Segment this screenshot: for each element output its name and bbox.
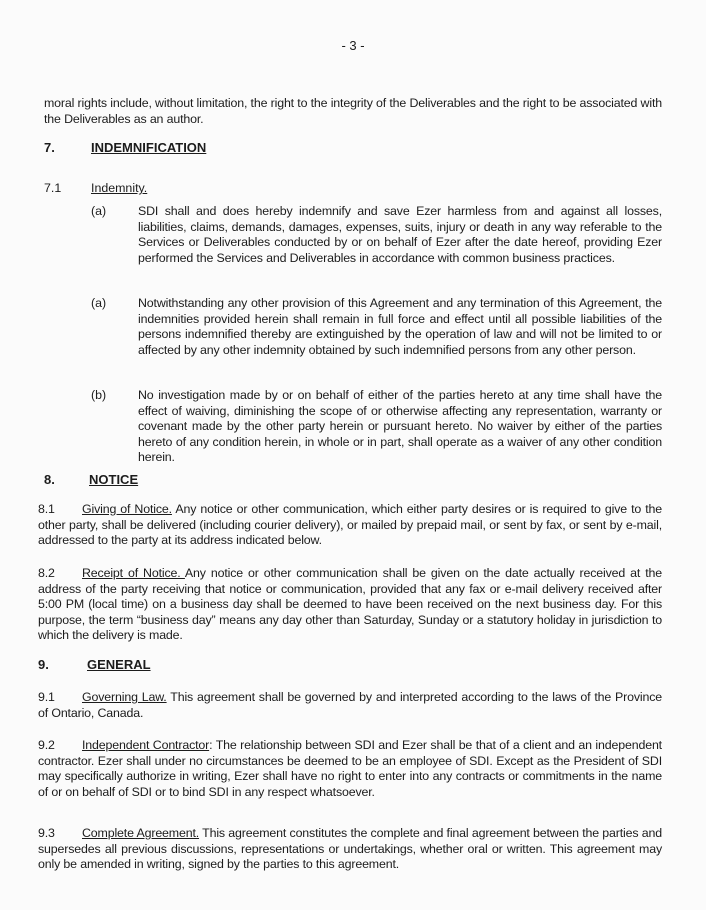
clause-number: 9.1: [38, 690, 55, 704]
section-number: 8.: [44, 472, 55, 487]
clause-title: Complete Agreement.: [82, 826, 200, 840]
clause-text: : The relationship between SDI and Ezer shall be that of a client and an independent contractor. Ezer shall under no circumstances be deemed to be an employee of SDI. Except as the President of SDI may specifically authorize in writing, Ezer shall have no right to enter into any contracts or commitments in the name of or on behalf of SDI or to bind SDI in any respect whatsoever.: [38, 738, 662, 799]
intro-paragraph: moral rights include, without limitation, the right to the integrity of the Deliverables and the right to be associated with the Deliverables as an author.: [44, 96, 662, 126]
clause-text: Any notice or other communication shall be given on the date actually received at the address of the party receiving that notice or communication, provided that any fax or e-mail delivery received after 5:00 PM (local time) on a business day shall be deemed to have been received on the next business day. For this purpose, the term “business day” means any day other than Saturday, Sunday or a statutory holiday in jurisdiction to which the delivery is made.: [38, 566, 662, 643]
clause-8-1: [38, 502, 662, 549]
page-number: - 3 -: [341, 38, 365, 53]
item-label: (a): [91, 204, 107, 218]
clause-number: 9.2: [38, 738, 55, 752]
item-label: (a): [91, 296, 107, 310]
item-text: Notwithstanding any other provision of this Agreement and any termination of this Agreement, the indemnities provided herein shall remain in full force and effect until all possible liabilities of the persons indemnified thereby are extinguished by the operation of law and will not be limited to or affected by any other indemnity obtained by such indemnified persons from any other person.: [138, 296, 662, 357]
clause-number: 8.2: [38, 566, 55, 580]
clause-title: Independent Contractor: [82, 738, 210, 752]
clause-number: 8.1: [38, 502, 55, 516]
clause-title: Receipt of Notice.: [82, 566, 185, 580]
section-number: 9.: [38, 657, 49, 672]
section-title: NOTICE: [89, 472, 139, 487]
clause-title: Giving of Notice.: [82, 502, 172, 516]
clause-title: Governing Law.: [82, 690, 167, 704]
clause-text: This agreement shall be governed by and interpreted according to the laws of the Province of Ontario, Canada.: [38, 690, 663, 720]
clause-8-2: [38, 566, 662, 644]
clause-9-2: [38, 738, 662, 800]
clause-number: 9.3: [38, 826, 55, 840]
clause-text: Any notice or other communication, which either party desires or is required to give to the other party, shall be delivered (including courier delivery), or mailed by prepaid mail, or sent by fax, or sent by e-mail, addressed to the party at its address indicated below.: [38, 502, 662, 548]
section-title: INDEMNIFICATION: [91, 140, 207, 155]
item-text: SDI shall and does hereby indemnify and save Ezer harmless from and against all losses, liabilities, claims, demands, damages, expenses, suits, injury or death in any way referable to the Services or Deliverables conducted by or on behalf of Ezer after the date hereof, providing Ezer performed the Services and Deliverables in accordance with common business practices.: [138, 204, 662, 265]
section-title: GENERAL: [87, 657, 151, 672]
item-text: No investigation made by or on behalf of either of the parties hereto at any time shall have the effect of waiving, diminishing the scope of or otherwise affecting any representation, warranty or covenant made by the other party herein or pursuant hereto. No waiver by either of the parties hereto of any condition herein, in whole or in part, shall operate as a waiver of any other condition herein.: [138, 388, 662, 465]
item-label: (b): [91, 388, 107, 402]
clause-9-3: [38, 826, 662, 873]
clause-9-1: [38, 690, 662, 721]
clause-title: Indemnity.: [91, 181, 148, 195]
clause-text: This agreement constitutes the complete and final agreement between the parties and supersedes all previous discussions, representations or undertakings, whether oral or written. This agreement may only be amended in writing, signed by the parties to this agreement.: [38, 826, 663, 872]
section-number: 7.: [44, 140, 55, 155]
clause-number: 7.1: [44, 181, 62, 195]
